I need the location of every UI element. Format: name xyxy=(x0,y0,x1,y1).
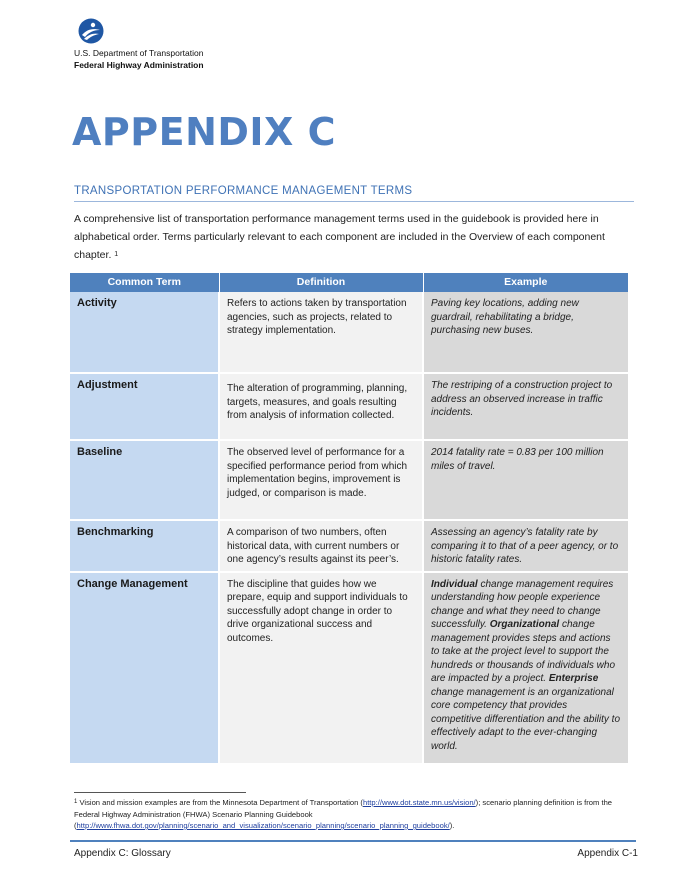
definition-cell xyxy=(219,292,423,373)
intro-paragraph xyxy=(74,210,632,264)
column-header-term: Common Term xyxy=(70,273,219,292)
page-title: APPENDIX C xyxy=(72,110,336,154)
terms-table xyxy=(70,273,628,765)
footnote-reference[interactable]: 1 xyxy=(114,251,119,258)
definition-text: Refers to actions taken by transportation agencies, such as projects, related to strategy implementation. xyxy=(227,298,407,336)
term-cell: Change Management xyxy=(70,572,219,764)
example-text xyxy=(431,578,620,754)
intro-text: A comprehensive list of transportation performance management terms used in the guidebook is provided here in alphabetical order. Terms particularly relevant to each component are included in the Overview of each component chapter. xyxy=(74,213,605,261)
table-row xyxy=(70,572,628,764)
footnote-divider xyxy=(74,792,246,793)
section-heading: TRANSPORTATION PERFORMANCE MANAGEMENT TERMS xyxy=(74,185,634,202)
definition-cell xyxy=(219,373,423,440)
footnote-text-2: ); scenario planning definition is from the Federal Highway Administration (FHWA) Scenario Planning Guidebook ( xyxy=(74,798,613,830)
term-cell: Benchmarking xyxy=(70,520,219,572)
dot-emblem-icon xyxy=(78,18,104,44)
definition-cell xyxy=(219,520,423,572)
example-run: change management requires understanding how people experience change and what they need to change successfully. xyxy=(431,578,614,630)
example-emphasis: Individual xyxy=(431,578,478,590)
org-department-name: U.S. Department of Transportation xyxy=(74,48,204,58)
example-run: change management provides steps and actions to take at the project level to support the hundreds or thousands of individuals who are impacted by a project. xyxy=(431,619,616,684)
org-administration-name: Federal Highway Administration xyxy=(74,60,204,70)
term-cell: Baseline xyxy=(70,440,219,520)
footnote-link-mndot[interactable]: http://www.dot.state.mn.us/vision/ xyxy=(362,798,476,807)
term-cell: Activity xyxy=(70,292,219,373)
example-text: The restriping of a construction project to address an observed increase in traffic incidents. xyxy=(431,380,613,418)
example-emphasis: Organizational xyxy=(489,619,560,630)
footnote-text-1: Vision and mission examples are from the Minnesota Department of Transportation ( xyxy=(79,798,363,807)
table-header-row xyxy=(70,273,628,292)
term-cell: Adjustment xyxy=(70,373,219,440)
footnote-link-fhwa[interactable]: http://www.fhwa.dot.gov/planning/scenario_and_visualization/scenario_planning/scenario_planning_guidebook/ xyxy=(76,821,450,830)
definition-text: The observed level of performance for a specified performance period from which implementation begins, improvement is judged, or comparison is made. xyxy=(227,447,408,499)
example-cell xyxy=(423,520,628,572)
example-cell xyxy=(423,292,628,373)
definition-text: A comparison of two numbers, often historical data, with current numbers or one agency’s results against its peer’s. xyxy=(227,527,400,565)
example-cell xyxy=(423,373,628,440)
definition-cell xyxy=(219,440,423,520)
example-cell xyxy=(423,572,628,764)
table-row xyxy=(70,373,628,440)
example-text: Assessing an agency’s fatality rate by comparing it to that of a peer agency, or to historic fatality rates. xyxy=(431,527,619,565)
table-row xyxy=(70,440,628,520)
footnote xyxy=(74,797,634,832)
example-run: change management is an organizational core competency that provides competitive differentiation and the ability to effectively adapt to the ever-changing world. xyxy=(431,686,620,752)
footer-page-number: Appendix C-1 xyxy=(577,848,638,859)
column-header-definition: Definition xyxy=(219,273,423,292)
example-text: 2014 fatality rate = 0.83 per 100 million miles of travel. xyxy=(431,447,604,472)
definition-cell xyxy=(219,572,423,764)
example-cell xyxy=(423,440,628,520)
definition-text: The alteration of programming, planning, targets, measures, and goals resulting from analysis of information collected. xyxy=(227,383,408,421)
example-text: Paving key locations, adding new guardrail, rehabilitating a bridge, purchasing new buses. xyxy=(431,298,579,336)
example-emphasis: Enterprise xyxy=(548,673,599,684)
footnote-number: 1 xyxy=(74,799,78,805)
footer-divider xyxy=(70,840,636,842)
footer-section-label: Appendix C: Glossary xyxy=(74,848,171,859)
footnote-text-3: ). xyxy=(449,821,455,830)
table-row xyxy=(70,292,628,373)
column-header-example: Example xyxy=(423,273,628,292)
table-row xyxy=(70,520,628,572)
definition-text: The discipline that guides how we prepare, equip and support individuals to successfully adopt change in order to drive organizational success and outcomes. xyxy=(227,578,408,644)
